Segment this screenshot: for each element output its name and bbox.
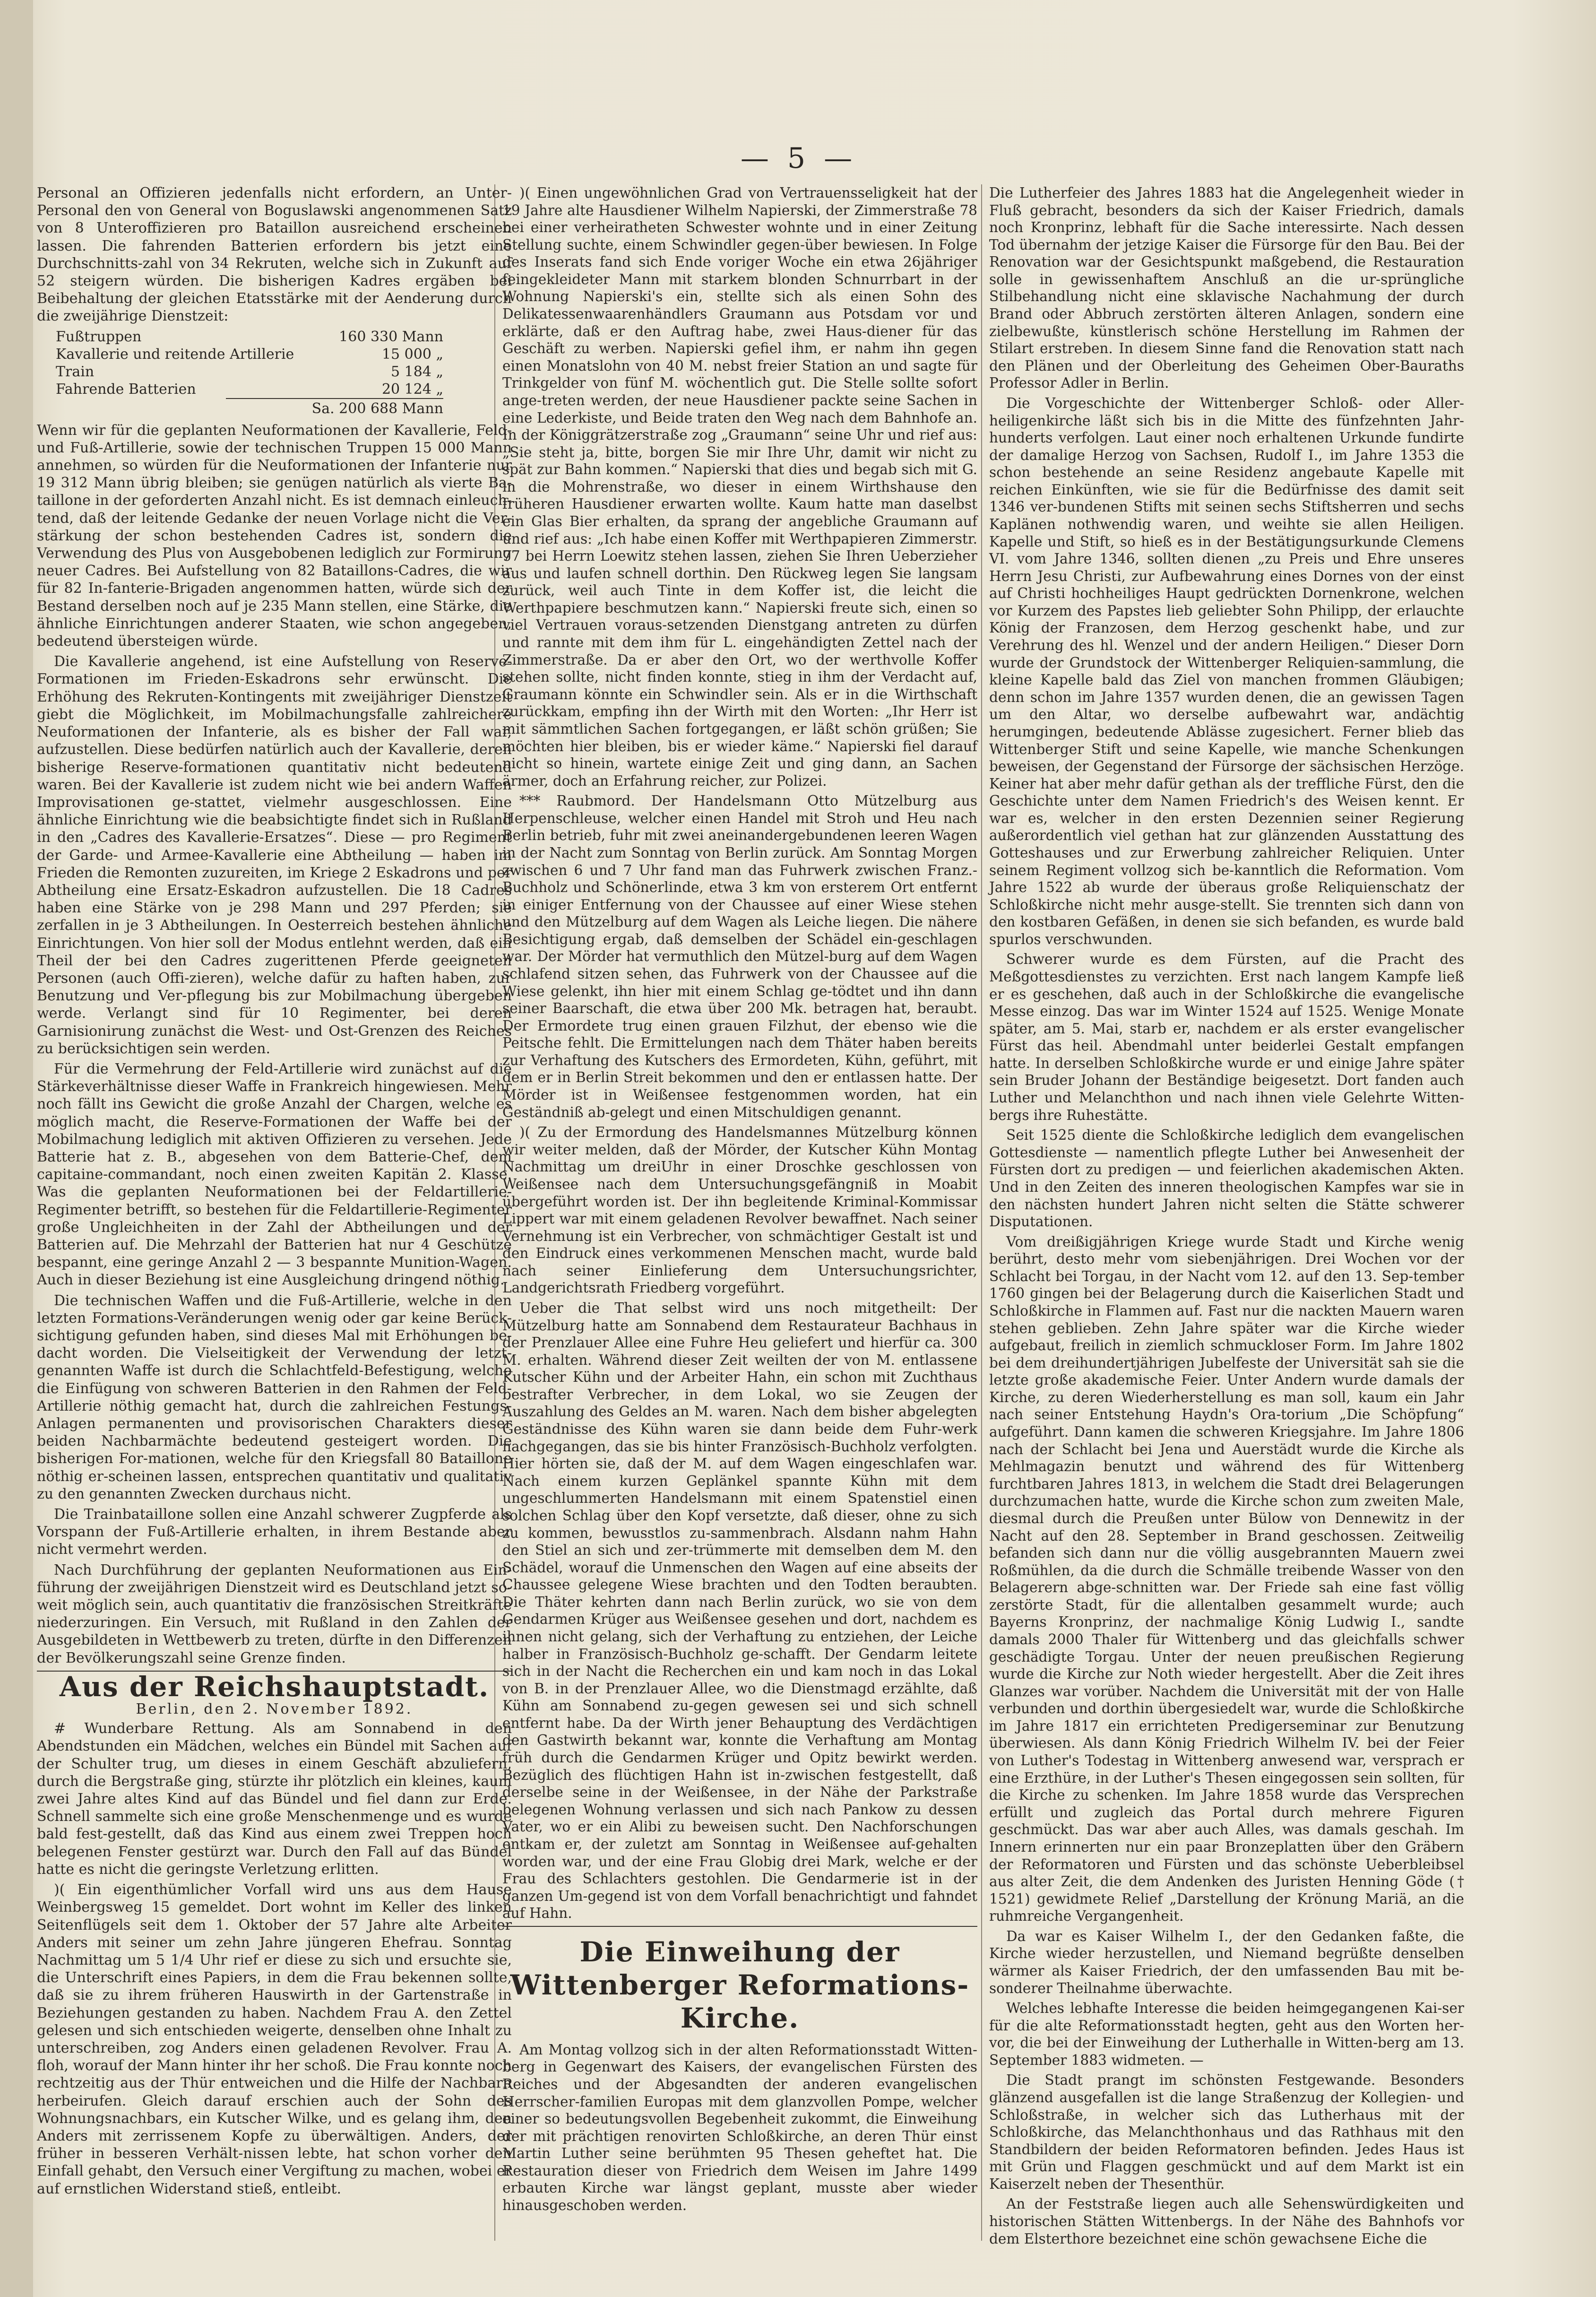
article-paragraph: # Wunderbare Rettung. Als am Sonnabend in den Abendstunden ein Mädchen, welches ein Bündel mit Sachen auf der Schulter trug, um dieses in einem Geschäft abzuliefern, durch die Bergstraße ging, stürzte ihr plötzlich ein kleines, kaum zwei Jahre altes Kind auf das Bündel und fiel dann zur Erde. Schnell sammelte sich eine große Menschenmenge und es wurde bald fest-gestellt, daß das Kind aus einem zwei Treppen hoch belegenen Fenster gestürzt war. Durch den Fall auf das Bündel hatte es nicht die geringste Verletzung erlitten.: [37, 1720, 512, 1878]
table-row: Fußtruppen 160 330 Mann: [56, 328, 443, 345]
article-paragraph: )( Zu der Ermordung des Handelsmannes Mützelburg können wir weiter melden, daß der Mörder, der Kutscher Kühn Montag Nachmittag um dreiUhr in einer Droschke geschlossen von Weißensee nach dem Untersuchungsgefängniß in Moabit übergeführt worden ist. Der ihn begleitende Kriminal-Kommissar Lippert war mit einem geladenen Revolver bewaffnet. Nach seiner Vernehmung ist ein Verbrecher, von schmächtiger Gestalt ist und den Eindruck eines verkommenen Menschen macht, wurde bald nach seiner Einlieferung dem Untersuchungsrichter, Landgerichtsrath Friedberg vorgeführt.: [502, 1124, 977, 1296]
previous-page-edge: [0, 0, 33, 2297]
article-paragraph: Die Trainbataillone sollen eine Anzahl schwerer Zugpferde als Vorspann der Fuß-Artillerie erhalten, in ihrem Bestande aber nicht vermehrt werden.: [37, 1506, 512, 1558]
column-1: [37, 184, 512, 2201]
troop-strength-table: [56, 328, 443, 418]
article-paragraph: *** Raubmord. Der Handelsmann Otto Mützelburg aus Herpenschleuse, welcher einen Handel mit Stroh und Heu nach Berlin betrieb, fuhr mit zwei aneinandergebundenen leeren Wagen in der Nacht zum Sonntag von Berlin zurück. Am Sonntag Morgen zwischen 6 und 7 Uhr fand man das Fuhrwerk zwischen Franz.-Buchholz und Schönerlinde, etwa 3 km von ersterem Ort entfernt in einiger Entfernung von der Chaussee auf einer Wiese stehen und den Mützelburg auf dem Wagen als Leiche liegen. Die nähere Besichtigung ergab, daß demselben der Schädel ein-geschlagen war. Der Mörder hat vermuthlich den Mützel-burg auf dem Wagen schlafend sitzen sehen, das Fuhrwerk von der Chaussee auf die Wiese gelenkt, ihn hier mit einem Schlag ge-tödtet und ihn dann seiner Baarschaft, die etwa über 200 Mk. betragen hat, beraubt. Der Ermordete trug einen grauen Filzhut, der ebenso wie die Peitsche fehlt. Die Ermittelungen nach dem Thäter haben bereits zur Verhaftung des Kutschers des Ermordeten, Kühn, geführt, mit dem er in Berlin Streit bekommen und den er entlassen hatte. Der Mörder ist in Weißensee festgenommen worden, hat ein Geständniß ab-gelegt und einen Mitschuldigen genannt.: [502, 793, 977, 1120]
section-rule: [502, 1926, 977, 1927]
table-row: Kavallerie und reitende Artillerie 15 000 „: [56, 346, 443, 363]
article-paragraph: Am Montag vollzog sich in der alten Reformationsstadt Witten-berg in Gegenwart des Kaisers, der evangelischen Fürsten des Reiches und der Abgesandten der anderen evangelischen Herrscher-familien Europas mit dem glanzvollen Pompe, welcher einer so bedeutungsvollen Begebenheit zukommt, die Einweihung der mit prächtigen renovirten Schloßkirche, an deren Thür einst Martin Luther seine berühmten 95 Thesen geheftet hat. Die Restauration dieser von Friedrich dem Weisen im Jahre 1499 erbauten Kirche war längst geplant, musste aber wieder hinausgeschoben werden.: [502, 2041, 977, 2214]
page-number: — 5 —: [740, 142, 857, 175]
article-paragraph: An der Feststraße liegen auch alle Sehenswürdigkeiten und historischen Stätten Wittenbergs. In der Nähe des Bahnhofs vor dem Elsterthore bezeichnet eine schön gewachsene Eiche die: [989, 2196, 1464, 2247]
table-row: Train 5 184 „: [56, 364, 443, 381]
article-paragraph: Die Stadt prangt im schönsten Festgewande. Besonders glänzend ausgefallen ist die lange Straßenzug der Kollegien- und Schloßstraße, in welcher sich das Lutherhaus mit der Schloßkirche, das Melanchthonhaus und das Rathhaus mit den Standbildern der beiden Reformatoren befinden. Jedes Haus ist mit Grün und Flaggen geschmückt und auf dem Markt ist ein Kaiserzelt neben der Thesenthür.: [989, 2072, 1464, 2192]
column-2: [502, 184, 977, 2217]
section-heading: Die Einweihung der Wittenberger Reformations-Kirche.: [510, 1935, 970, 2034]
article-paragraph: Die Vorgeschichte der Wittenberger Schloß- oder Aller-heiligenkirche läßt sich bis in die Mitte des fünfzehnten Jahr-hunderts verfolgen. Laut einer noch erhaltenen Urkunde fundirte der damalige Herzog von Sachsen, Rudolf I., im Jahre 1353 die schon bestehende an seine Residenz angebaute Kapelle mit reichen Einkünften, wie sie für die Bedürfnisse des damit seit 1346 ver-bundenen Stifts mit seinen sechs Stiftsherren und sechs Kaplänen nothwendig waren, und weihte sie allen Heiligen. Kapelle und Stift, so hieß es in der Bestätigungsurkunde Clemens VI. vom Jahre 1346, sollten dienen „zu Preis und Ehre unseres Herrn Jesu Christi, zur Aufbewahrung eines Dornes von der einst auf Christi hochheiliges Haupt gedrückten Dornenkrone, welchen vor Kurzem des Papstes lieb geliebter Sohn Philipp, der erlauchte König der Franzosen, dem Herzog geschenkt habe, und zur Verehrung des hl. Wenzel und der andern Heiligen.“ Dieser Dorn wurde der Grundstock der Wittenberger Reliquien-sammlung, die kleine Kapelle bald das Ziel von manchen frommen Gläubigen; denn schon im Jahre 1357 wurden denen, die an gewissen Tagen um den Altar, wo derselbe aufbewahrt war, andächtig herumgingen, bedeutende Ablässe zugesichert. Ferner blieb das Wittenberger Stift und seine Kapelle, wie manche Schenkungen beweisen, der Gegenstand der Fürsorge der sächsischen Herzöge. Keiner hat aber mehr dafür gethan als der treffliche Fürst, den die Geschichte unter dem Namen Friedrich's des Weisen kennt. Er war es, welcher in den ersten Dezennien seiner Regierung außerordentlich viel gethan hat zur glänzenden Ausstattung des Gotteshauses und zur Erwerbung zahlreicher Reliquien. Unter seinem Regiment vollzog sich be-kanntlich die Reformation. Vom Jahre 1522 ab wurde der überaus große Reliquienschatz der Schloßkirche nicht mehr ausge-stellt. Sie trennten sich dann von den kostbaren Gefäßen, in denen sie sich befanden, es wurde bald spurlos verschwunden.: [989, 395, 1464, 947]
article-paragraph: Schwerer wurde es dem Fürsten, auf die Pracht des Meßgottesdienstes zu verzichten. Erst nach langem Kampfe ließ er es geschehen, daß auch in der Schloßkirche die evangelische Messe einzog. Das war im Winter 1524 auf 1525. Wenige Monate später, am 5. Mai, starb er, nachdem er als erster evangelischer Fürst das heil. Abendmahl unter beiderlei Gestalt empfangen hatte. In derselben Schloßkirche wurde er und einige Jahre später sein Bruder Johann der Beständige beigesetzt. Dort fanden auch Luther und Melanchthon und nach ihnen viele Gelehrte Witten-bergs ihre Ruhestätte.: [989, 951, 1464, 1123]
article-paragraph: Nach Durchführung der geplanten Neuformationen aus Ein-führung der zweijährigen Dienstzeit wird es Deutschland jetzt so-weit möglich sein, auch quantitativ die französischen Streitkräfte niederzuringen. Ein Versuch, mit Rußland in den Zahlen der Ausgebildeten in Wettbewerb zu treten, dürfte in den Differenzen der Bevölkerungszahl seine Grenze finden.: [37, 1561, 512, 1666]
article-paragraph: Seit 1525 diente die Schloßkirche lediglich dem evangelischen Gottesdienste — namentlich pflegte Luther bei Anwesenheit der Fürsten dort zu predigen — und feierlichen akademischen Akten. Und in den Zeiten des inneren theologischen Kampfes war sie in den nächsten hundert Jahren nicht selten die Stätte schwerer Disputationen.: [989, 1127, 1464, 1230]
article-paragraph: Für die Vermehrung der Feld-Artillerie wird zunächst auf die Stärkeverhältnisse dieser Waffe in Frankreich hingewiesen. Mehr noch fällt ins Gewicht die große Anzahl der Chargen, welche es möglich macht, die Reserve-Formationen der Waffe bei der Mobilmachung lediglich mit aktiven Offizieren zu versehen. Jede Batterie hat z. B., abgesehen von dem Batterie-Chef, dem capitaine-commandant, noch einen zweiten Kapitän 2. Klasse. Was die geplanten Neuformationen bei der Feldartillerie-Regimenter betrifft, so bestehen für die Feldartillerie-Regimenter große Ungleichheiten in der Zahl der Abtheilungen und der Batterien auf. Die Mehrzahl der Batterien hat nur 4 Geschütze bespannt, eine geringe Anzahl 2 — 3 bespannte Munition-Wagen. Auch in dieser Beziehung ist eine Ausgleichung dringend nöthig.: [37, 1060, 512, 1289]
article-paragraph: )( Einen ungewöhnlichen Grad von Vertrauensseligkeit hat der 19 Jahre alte Hausdiener Wilhelm Napierski, der Zimmerstraße 78 bei einer verheiratheten Schwester wohnte und in einer Zeitung Stellung suchte, einem Schwindler gegen-über bewiesen. In Folge des Inserats fand sich Ende voriger Woche ein etwa 26jähriger feingekleideter Mann mit starkem blonden Schnurrbart in der Wohnung Napierski's ein, stellte sich als einen Sohn des Delikatessenwaarenhändlers Graumann aus Potsdam vor und erklärte, daß er den Auftrag habe, zwei Haus-diener für das Geschäft zu werben. Napierski gefiel ihm, er nahm ihn gegen einen Monatslohn von 40 M. nebst freier Station an und sagte für Trinkgelder von fünf M. wöchentlich gut. Die Stelle sollte sofort ange-treten werden, der neue Hausdiener packte seine Sachen in eine Lederkiste, und Beide traten den Weg nach dem Bahnhofe an. In der Königgrätzerstraße zog „Graumann“ seine Uhr und rief aus: „Sie steht ja, bitte, borgen Sie mir Ihre Uhr, damit wir nicht zu spät zur Bahn kommen.“ Napierski that dies und begab sich mit G. in die Mohrenstraße, wo dieser in einem Wirthshause den früheren Hausdiener erwarten wollte. Kaum hatte man daselbst ein Glas Bier erhalten, da sprang der angebliche Graumann auf und rief aus: „Ich habe einen Koffer mit Werthpapieren Zimmerstr. 77 bei Herrn Loewitz stehen lassen, ziehen Sie Ihren Ueberzieher aus und laufen schnell dorthin. Den Rückweg legen Sie langsam zurück, weil auch Tinte in dem Koffer ist, die leicht die Werthpapiere beschmutzen kann.“ Napierski freute sich, einen so viel Vertrauen voraus-setzenden Dienstgang antreten zu dürfen und rannte mit dem ihm für L. eingehändigten Zettel nach der Zimmerstraße. Da er aber den Ort, wo der werthvolle Koffer stehen sollte, nicht finden konnte, stieg in ihm der Verdacht auf, Graumann könnte ein Schwindler sein. Als er in die Wirthschaft zurückkam, empfing ihn der Wirth mit den Worten: „Ihr Herr ist mit sämmtlichen Sachen fortgegangen, er läßt schön grüßen; Sie möchten hier bleiben, bis er wieder käme.“ Napierski fiel darauf nicht so hinein, wartete einige Zeit und ging dann, an Sachen ärmer, doch an Erfahrung reicher, zur Polizei.: [502, 185, 977, 789]
article-paragraph: Ueber die That selbst wird uns noch mitgetheilt: Der Mützelburg hatte am Sonnabend dem Restaurateur Bachhaus in der Prenzlauer Allee eine Fuhre Heu geliefert und hierfür ca. 300 M. erhalten. Während dieser Zeit weilten der von M. entlassene Kutscher Kühn und der Arbeiter Hahn, ein schon mit Zuchthaus bestrafter Verbrecher, in dem Lokal, wo sie Zeugen der Auszahlung des Geldes an M. waren. Nach dem bisher abgelegten Geständnisse des Kühn waren sie dann beide dem Fuhr-werk nachgegangen, das sie bis hinter Französisch-Buchholz verfolgten. Hier hörten sie, daß der M. auf dem Wagen eingeschlafen war. Nach einem kurzen Geplänkel spannte Kühn mit dem ungeschlummerten Handelsmann mit einem Spatenstiel einen solchen Schlag über den Kopf versetzte, daß dieser, ohne zu sich zu kommen, bewusstlos zu-sammenbrach. Alsdann nahm Hahn den Stiel an sich und zer-trümmerte mit demselben dem M. den Schädel, worauf die Unmenschen den Wagen auf eine abseits der Chaussee gelegene Wiese brachten und den Todten beraubten. Die Thäter kehrten dann nach Berlin zurück, wo sie von dem Gendarmen Krüger aus Weißensee gesehen und dort, nachdem es ihnen nicht gelang, sich der Verhaftung zu entziehen, der Leiche halber in Französisch-Buchholz ge-schafft. Der Gendarm leitete sich in der Nacht die Recherchen ein und kam noch in das Lokal von B. in der Prenzlauer Allee, wo die Dienstmagd erzählte, daß Kühn am Sonnabend zu-gegen gewesen sei und sich schnell entfernt habe. Da der Wirth jener Behauptung des Verdächtigen den Gastwirth bekannt war, konnte die Verhaftung am Montag früh durch die Gendarmen Krüger und Opitz bewirkt werden. Bezüglich des flüchtigen Hahn ist in-zwischen festgestellt, daß derselbe seine in der Weißensee, in der Nähe der Parkstraße belegenen Wohnung verlassen und sich nach Pankow zu dessen Vater, wo er ein Alibi zu beweisen sucht. Den Nachforschungen entkam er, der zuletzt am Sonntag in Weißensee auf-gehalten worden war, und der eine Frau Globig drei Mark, welche er der Frau des Schlachters gestohlen. Die Gendarmerie ist in der ganzen Um-gegend ist von dem Vorfall benachrichtigt und fahndet auf Hahn.: [502, 1300, 977, 1922]
article-paragraph: Vom dreißigjährigen Kriege wurde Stadt und Kirche wenig berührt, desto mehr vom siebenjährigen. Drei Wochen vor der Schlacht bei Torgau, in der Nacht vom 12. auf den 13. Sep-tember 1760 gingen bei der Belagerung durch die Kaiserlichen Stadt und Schloßkirche in Flammen auf. Fast nur die nackten Mauern waren stehen geblieben. Zehn Jahre später war die Kirche wieder aufgebaut, freilich in ziemlich schmuckloser Form. Im Jahre 1802 bei dem dreihundertjährigen Jubelfeste der Universität sah sie die letzte große akademische Feier. Unter Andern wurde damals der Kirche, zu deren Wiederherstellung es man soll, kaum ein Jahr nach seiner Entstehung Haydn's Ora-torium „Die Schöpfung“ aufgeführt. Dann kamen die schweren Kriegsjahre. Im Jahre 1806 nach der Schlacht bei Jena und Auerstädt wurde die Kirche als Mehlmagazin benutzt und während des für Wittenberg furchtbaren Jahres 1813, in welchem die Stadt drei Belagerungen durchzumachen hatte, wurde die Kirche schon zum zweiten Male, diesmal durch die Preußen unter Bülow von Dennewitz in der Nacht auf den 28. September in Brand geschossen. Zeitweilig befanden sich dann nur die völlig ausgebrannten Mauern zwei Roßmühlen, da die durch die Schmälle treibende Wasser von den Belagerern abge-schnitten war. Der Friede sah eine fast völlig zerstörte Stadt, für die allentalben gesammelt wurde; auch Bayerns Kronprinz, der nachmalige König Ludwig I., sandte damals 2000 Thaler für Wittenberg und das gleichfalls schwer geschädigte Torgau. Unter der neuen preußischen Regierung wurde die Kirche zur Noth wieder hergestellt. Aber die Zeit ihres Glanzes war vorüber. Nachdem die Universität mit der von Halle verbunden und dorthin übergesiedelt war, wurde die Schloßkirche im Jahre 1817 ein errichteten Predigerseminar zur Benutzung überwiesen. Als dann König Friedrich Wilhelm IV. bei der Feier von Luther's Todestag in Wittenberg anwesend war, versprach er eine Erzthüre, in der Luther's Thesen eingegossen sein sollten, für die Kirche zu schenken. Im Jahre 1858 wurde das Versprechen erfüllt und zugleich das Portal durch mehrere Figuren geschmückt. Das war aber auch Alles, was damals geschah. Im Innern erinnerten nur ein paar Bronzeplatten über den Gräbern der Reformatoren und Fürsten und das schönste Ueberbleibsel aus alter Zeit, die dem Andenken des Juristen Henning Göde († 1521) gewidmete Relief „Darstellung der Krönung Mariä, an die ruhmreiche Vergangenheit.: [989, 1233, 1464, 1924]
article-paragraph: Da war es Kaiser Wilhelm I., der den Gedanken faßte, die Kirche wieder herzustellen, und Niemand begrüßte denselben wärmer als Kaiser Friedrich, der den umfassenden Bau mit be-sonderer Theilnahme überwachte.: [989, 1928, 1464, 1996]
column-rule: [981, 184, 982, 2241]
article-paragraph: )( Ein eigenthümlicher Vorfall wird uns aus dem Hause Weinbergsweg 15 gemeldet. Dort wohnt im Keller des linken Seitenflügels seit dem 1. Oktober der 57 Jahre alte Arbeiter Anders mit seiner um zehn Jahre jüngeren Ehefrau. Sonntag Nachmittag um 5 1/4 Uhr rief er diese zu sich und ersuchte sie, die Unterschrift eines Papiers, in dem die Frau bekennen sollte, daß sie zu ihrem früheren Hauswirth in der Gartenstraße in Beziehungen gestanden zu haben. Nachdem Frau A. den Zettel gelesen und sich entschieden weigerte, denselben ohne Inhalt zu unterschreiben, zog Anders einen geladenen Revolver. Frau A. floh, worauf der Mann hinter ihr her schoß. Die Frau konnte noch rechtzeitig aus der Thür entweichen und die Hilfe der Nachbarn herbeirufen. Gleich darauf erschien auch der Sohn des Wohnungsnachbars, ein Kutscher Wilke, und es gelang ihm, den Anders mit zerrissenem Kopfe zu überwältigen. Anders, der früher in besseren Verhält-nissen lebte, hat schon vorher den Einfall gehabt, den Versuch einer Vergiftung zu machen, wobei er auf ernstlichen Widerstand stieß, entleibt.: [37, 1881, 512, 2197]
article-paragraph: Welches lebhafte Interesse die beiden heimgegangenen Kai-ser für die alte Reformationsstadt hegten, geht aus den Worten her-vor, die bei der Einweihung der Lutherhalle in Witten-berg am 13. September 1883 widmeten. —: [989, 2000, 1464, 2068]
article-paragraph: Wenn wir für die geplanten Neuformationen der Kavallerie, Feld- und Fuß-Artillerie, sowie der technischen Truppen 15 000 Mann annehmen, so würden für die Neuformationen der Infanterie nur 19 312 Mann übrig bleiben; sie genügen natürlich als vierte Ba-taillone in der geforderten Anzahl nicht. Es ist demnach einleuch-tend, daß der leitende Gedanke der neuen Vorlage nicht die Ver-stärkung der schon bestehenden Cadres ist, sondern die Verwendung des Plus von Ausgebobenen lediglich zur Formirung neuer Cadres. Bei Aufstellung von 82 Bataillons-Cadres, die wir für 82 In-fanterie-Brigaden angenommen hatten, würde sich der Bestand derselben noch auf je 235 Mann stellen, eine Stärke, die ähnliche Einrichtungen anderer Staaten, wie schon angegeben, bedeutend übersteigen würde.: [37, 422, 512, 650]
column-3: [989, 184, 1464, 2250]
table-row: Fahrende Batterien 20 124 „: [56, 381, 443, 398]
article-paragraph: Die Kavallerie angehend, ist eine Aufstellung von Reserve-Formationen im Frieden-Eskadrons sehr erwünscht. Die Erhöhung des Rekruten-Kontingents mit zweijähriger Dienstzeit giebt die Möglichkeit, im Mobilmachungsfalle zahlreichere Neuformationen der Infanterie, als es bisher der Fall war, aufzustellen. Diese bedürfen natürlich auch der Kavallerie, deren bisherige Reserve-formationen quantitativ nicht bedeutend waren. Bei der Kavallerie ist zudem nicht wie bei andern Waffen Improvisationen ge-stattet, vielmehr ausgeschlossen. Eine ähnliche Einrichtung wie die beabsichtigte findet sich in Rußland in den „Cadres des Kavallerie-Ersatzes“. Diese — pro Regiment der Garde- und Armee-Kavallerie eine Abtheilung — haben im Frieden die Remonten zuzureiten, im Kriege 2 Eskadrons und per Abtheilung eine Ersatz-Eskadron aufzustellen. Die 18 Cadres haben eine Stärke von je 298 Mann und 297 Pferden; sie zerfallen in je 3 Abtheilungen. In Oesterreich bestehen ähnliche Einrichtungen. Von hier soll der Modus entlehnt werden, daß ein Theil der bei den Cadres zugerittenen Pferde geeigneten Personen (auch Offi-zieren), welche dafür zu haften haben, zur Benutzung und Ver-pflegung bis zur Mobilmachung übergeben werde. Verlangt sind für 10 Regimenter, bei deren Garnisionirung zunächst die West- und Ost-Grenzen des Reiches zu berücksichtigen sein werden.: [37, 653, 512, 1057]
article-paragraph: Die Lutherfeier des Jahres 1883 hat die Angelegenheit wieder in Fluß gebracht, besonders da sich der Kaiser Friedrich, damals noch Kronprinz, lebhaft für die Sache interessirte. Nach dessen Tod übernahm der jetzige Kaiser die Fürsorge für den Bau. Bei der Renovation war der Gesichtspunkt maßgebend, die Restauration solle in gewissenhaftem Anschluß an die ur-sprüngliche Stilbehandlung nicht eine sklavische Nachahmung der durch Brand oder Abbruch zerstörten älteren Anlagen, sondern eine zielbewußte, künstlerisch schöne Herstellung im Rahmen der Stilart erstreben. In diesem Sinne fand die Renovation statt nach den Plänen und der Oberleitung des Geheimen Ober-Bauraths Professor Adler in Berlin.: [989, 185, 1464, 391]
table-sum: Sa. 200 688 Mann: [226, 398, 443, 417]
section-heading: Aus der Reichshauptstadt.: [59, 1670, 490, 1703]
article-paragraph: Personal an Offizieren jedenfalls nicht erfordern, an Unter-Personal den von General von Boguslawski angenommenen Satz von 8 Unteroffizieren pro Bataillon ausreichend erscheinen lassen. Die fahrenden Batterien erfordern bis jetzt eine Durchschnitts-zahl von 34 Rekruten, welche sich in Zukunft auf 52 steigern würden. Die bisherigen Kadres ergäben bei Beibehaltung der gleichen Etatsstärke mit der Aenderung durch die zweijährige Dienstzeit:: [37, 185, 512, 325]
article-paragraph: Die technischen Waffen und die Fuß-Artillerie, welche in den letzten Formations-Veränderungen wenig oder gar keine Berück-sichtigung gefunden haben, sind dieses Mal mit Erhöhungen be-dacht worden. Die Vielseitigkeit der Verwendung der letzt-genannten Waffe ist durch die Schlachtfeld-Befestigung, welche die Einfügung von schweren Batterien in den Rahmen der Feld-Artillerie nöthig gemacht hat, durch die zahlreichen Festungs-Anlagen permanenten und provisorischen Charakters dieser beiden Nachbarmächte bedeutend gesteigert worden. Die bisherigen For-mationen, welche für den Kriegsfall 80 Bataillone nöthig er-scheinen lassen, entsprechen quantitativ und qualitativ zu den genannten Zwecken durchaus nicht.: [37, 1292, 512, 1502]
dateline: Berlin, den 2. November 1892.: [136, 1701, 413, 1718]
